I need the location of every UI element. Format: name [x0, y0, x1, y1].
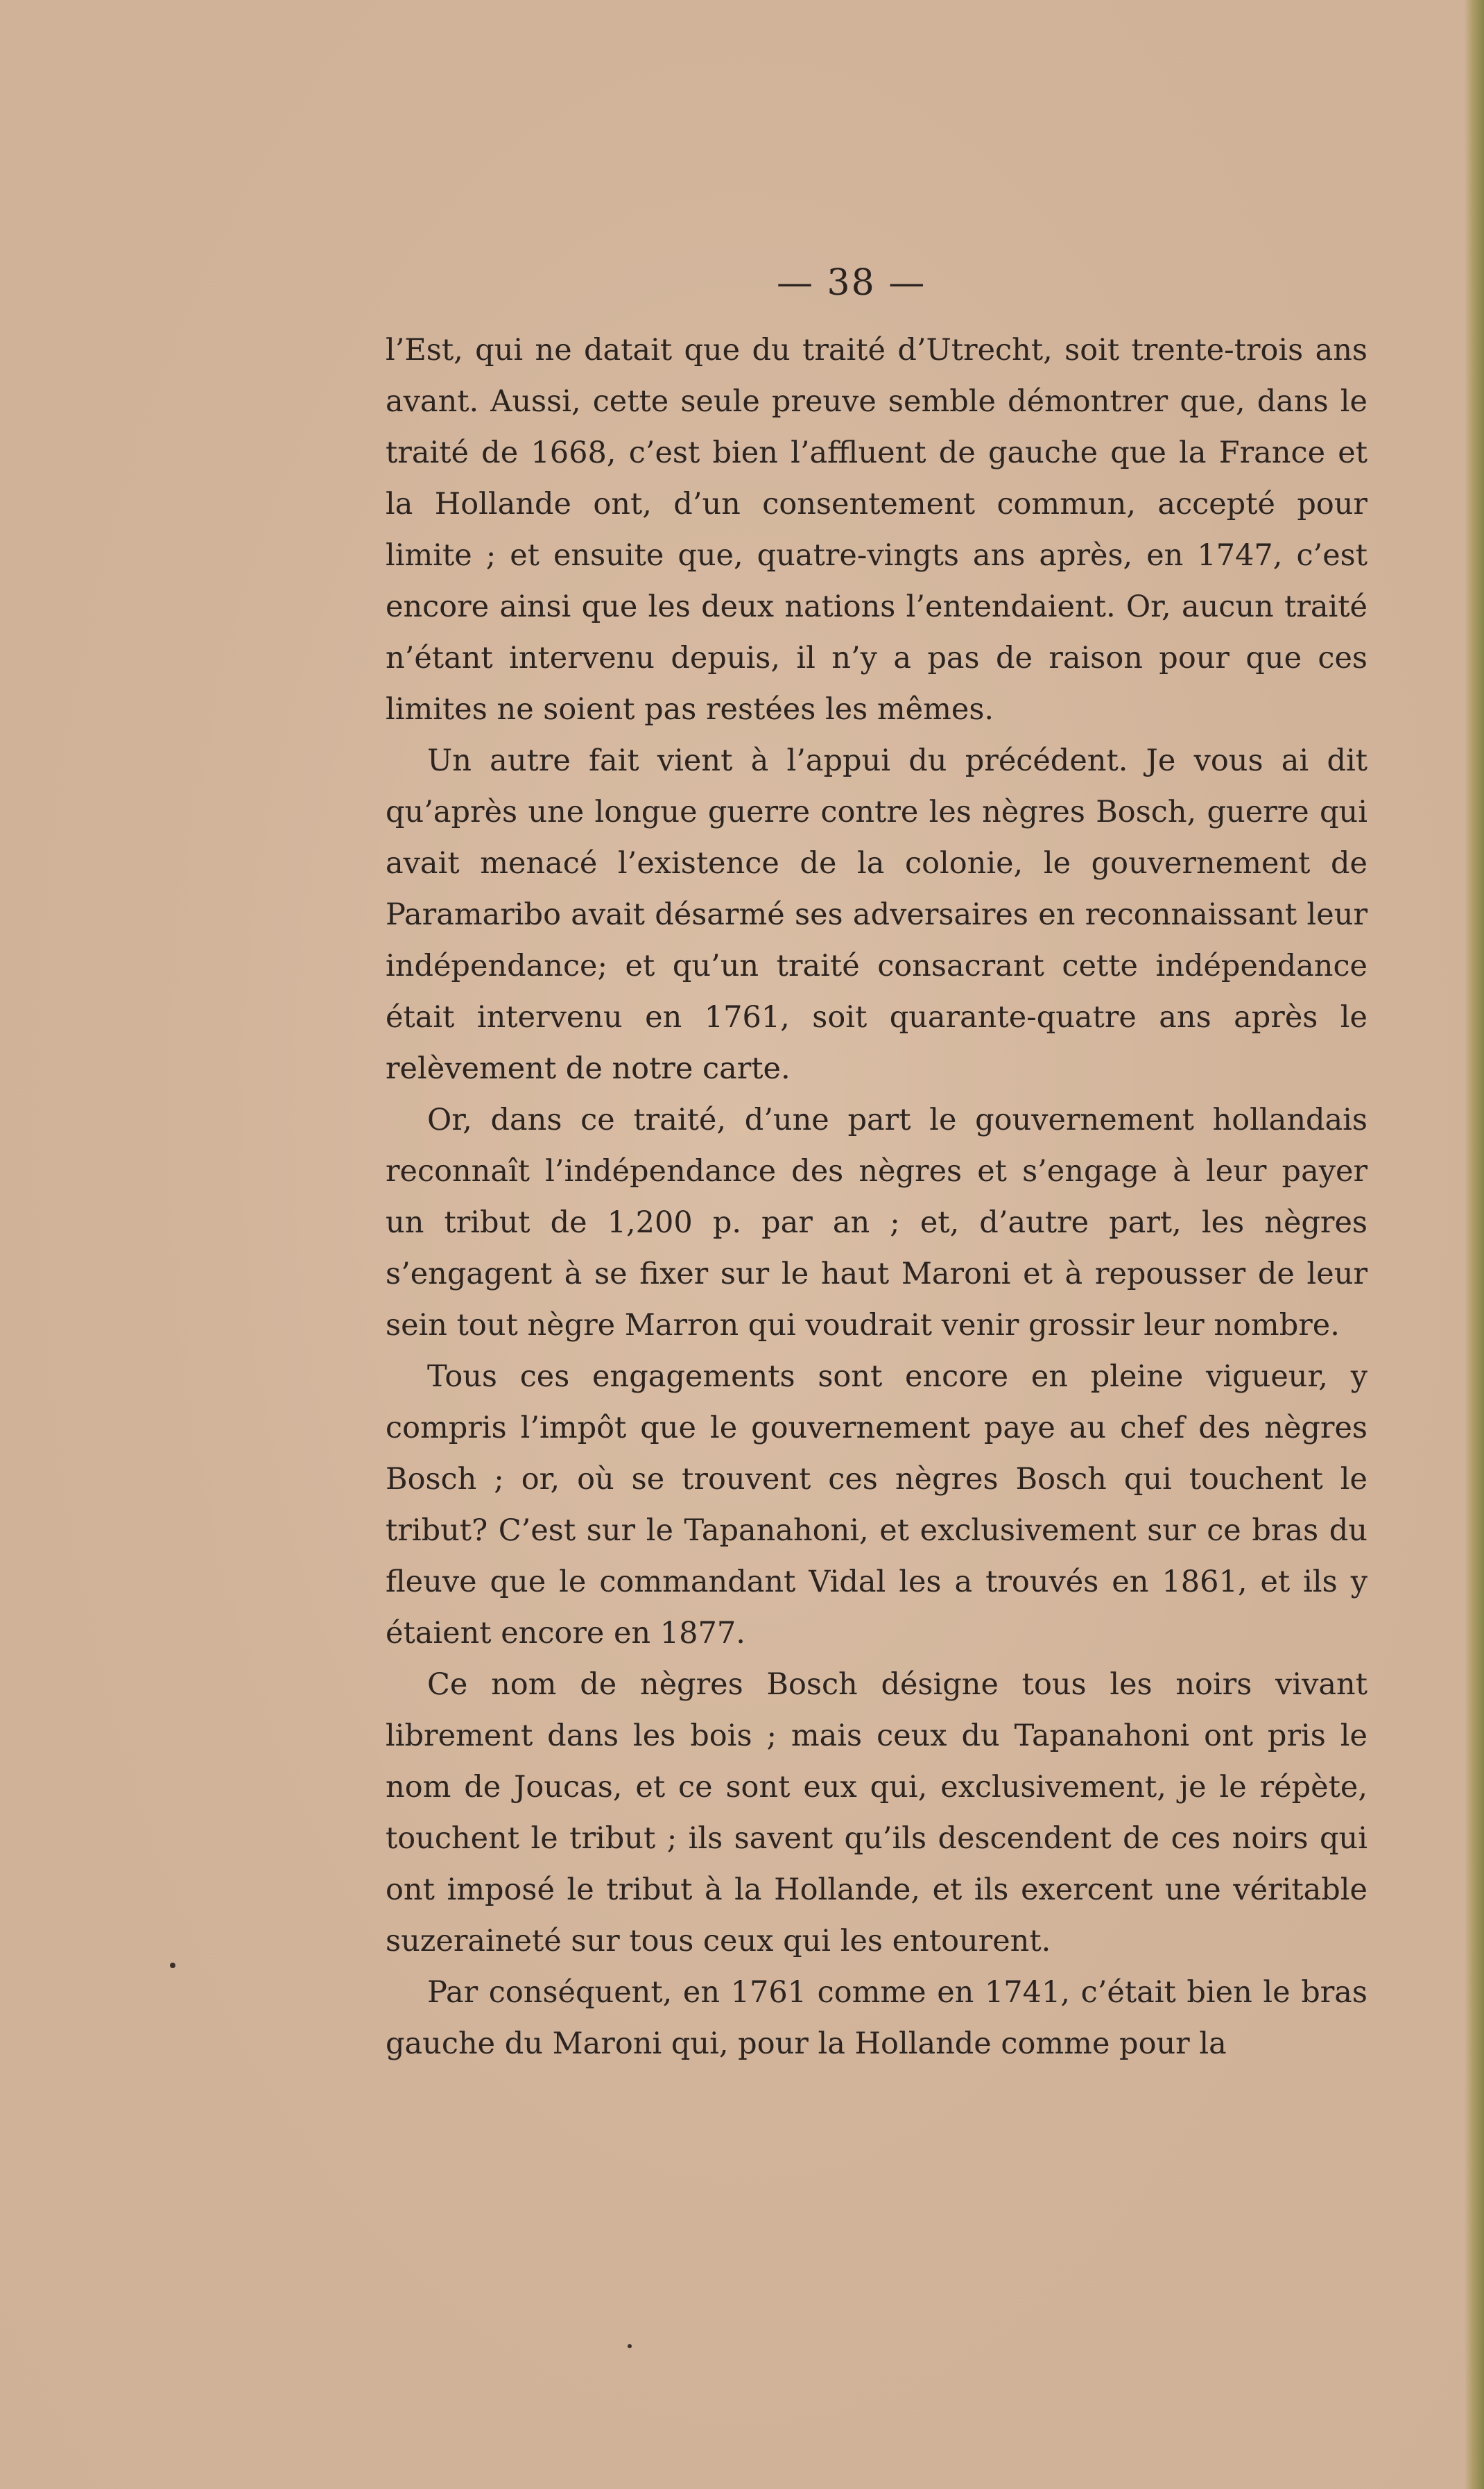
page-edge-shading: [1465, 0, 1484, 2489]
body-text: [386, 325, 1367, 2069]
page-number: — 38 —: [777, 262, 926, 304]
ink-speck: [628, 2344, 632, 2348]
ink-speck: [170, 1963, 175, 1968]
paragraph: Ce nom de nègres Bosch désigne tous les noirs vivant librement dans les bois ; mais ceux du Tapanahoni ont pris le nom de Joucas, et ce sont eux qui, exclusivement, je le répète, touchent le tribut ; ils savent qu’ils descendent de ces noirs qui ont imposé le tribut à la Hollande, et ils exercent une véritable suzeraineté sur tous ceux qui les entourent.: [386, 1667, 1367, 1958]
paragraph: Tous ces engagements sont encore en pleine vigueur, y compris l’impôt que le gouvernement paye au chef des nègres Bosch ; or, où se trouvent ces nègres Bosch qui touchent le tribut? C’est sur le Tapanahoni, et exclusivement sur ce bras du fleuve que le commandant Vidal les a trouvés en 1861, et ils y étaient encore en 1877.: [386, 1359, 1367, 1651]
paragraph: Un autre fait vient à l’appui du précédent. Je vous ai dit qu’après une longue guerre contre les nègres Bosch, guerre qui avait menacé l’existence de la colonie, le gouvernement de Paramaribo avait désarmé ses adversaires en reconnaissant leur indépendance; et qu’un traité consacrant cette indépendance était intervenu en 1761, soit quarante-quatre ans après le relèvement de notre carte.: [386, 743, 1367, 1086]
paragraph: l’Est, qui ne datait que du traité d’Utrecht, soit trente-trois ans avant. Aussi, cette seule preuve semble démontrer que, dans le traité de 1668, c’est bien l’affluent de gauche que la France et la Hollande ont, d’un consentement commun, accepté pour limite ; et ensuite que, quatre-vingts ans après, en 1747, c’est encore ainsi que les deux nations l’entendaient. Or, aucun traité n’étant intervenu depuis, il n’y a pas de raison pour que ces limites ne soient pas restées les mêmes.: [386, 333, 1367, 727]
paragraph: Or, dans ce traité, d’une part le gouvernement hollandais reconnaît l’indépendance des nègres et s’engage à leur payer un tribut de 1,200 p. par an ; et, d’autre part, les nègres s’engagent à se fixer sur le haut Maroni et à repousser de leur sein tout nègre Marron qui voudrait venir grossir leur nombre.: [386, 1103, 1367, 1343]
paragraph: Par conséquent, en 1761 comme en 1741, c’était bien le bras gauche du Maroni qui, pour la Hollande comme pour la: [386, 1975, 1367, 2061]
